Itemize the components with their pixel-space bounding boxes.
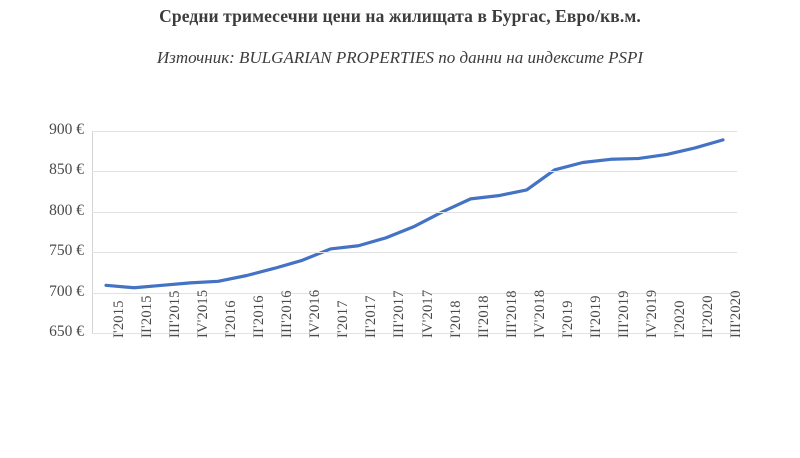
x-tick-label: I'2020 — [671, 300, 688, 338]
chart-title: Средни тримесечни цени на жилищата в Бургас, Евро/кв.м. — [159, 6, 641, 26]
x-tick-label: III'2019 — [615, 290, 632, 338]
y-tick-label: 650 € — [49, 323, 84, 340]
gridline — [92, 131, 737, 132]
x-tick-label: I'2018 — [447, 300, 464, 338]
y-tick-label: 900 € — [49, 121, 84, 138]
y-tick-label: 750 € — [49, 242, 84, 260]
y-tick-label: 850 € — [49, 161, 84, 179]
gridline — [92, 293, 737, 294]
x-axis-labels — [92, 289, 744, 446]
x-tick-label: II'2015 — [139, 295, 156, 338]
x-tick-label: II'2017 — [363, 295, 380, 338]
y-axis-labels — [22, 121, 84, 340]
plot-area — [92, 131, 737, 333]
x-tick-label: IV'2017 — [419, 289, 436, 338]
x-tick-label: IV'2018 — [531, 289, 548, 338]
y-tick-label: 700 € — [49, 282, 84, 300]
y-tick-label: 800 € — [49, 201, 84, 219]
gridline — [92, 171, 737, 172]
x-tick-label: II'2016 — [251, 295, 268, 338]
x-tick-label: II'2020 — [699, 295, 716, 338]
x-tick-label: III'2017 — [391, 290, 408, 338]
x-tick-label: III'2020 — [727, 290, 744, 338]
gridline — [92, 212, 737, 213]
x-tick-label: I'2016 — [223, 300, 240, 338]
x-tick-label: IV'2019 — [643, 289, 660, 338]
x-tick-label: IV'2015 — [195, 289, 212, 338]
x-tick-label: II'2019 — [587, 295, 604, 338]
x-tick-label: III'2015 — [167, 290, 184, 338]
gridline — [92, 252, 737, 253]
x-tick-label: III'2016 — [279, 290, 296, 338]
x-tick-label: IV'2016 — [307, 289, 324, 338]
series-line — [92, 131, 737, 333]
x-tick-label: I'2015 — [111, 300, 128, 338]
gridline — [92, 333, 737, 334]
chart-subtitle: Източник: BULGARIAN PROPERTIES по данни на индексите PSPI — [156, 48, 644, 67]
x-tick-label: I'2017 — [335, 300, 352, 338]
x-tick-label: II'2018 — [475, 295, 492, 338]
x-tick-label: I'2019 — [559, 300, 576, 338]
x-tick-label: III'2018 — [503, 290, 520, 338]
